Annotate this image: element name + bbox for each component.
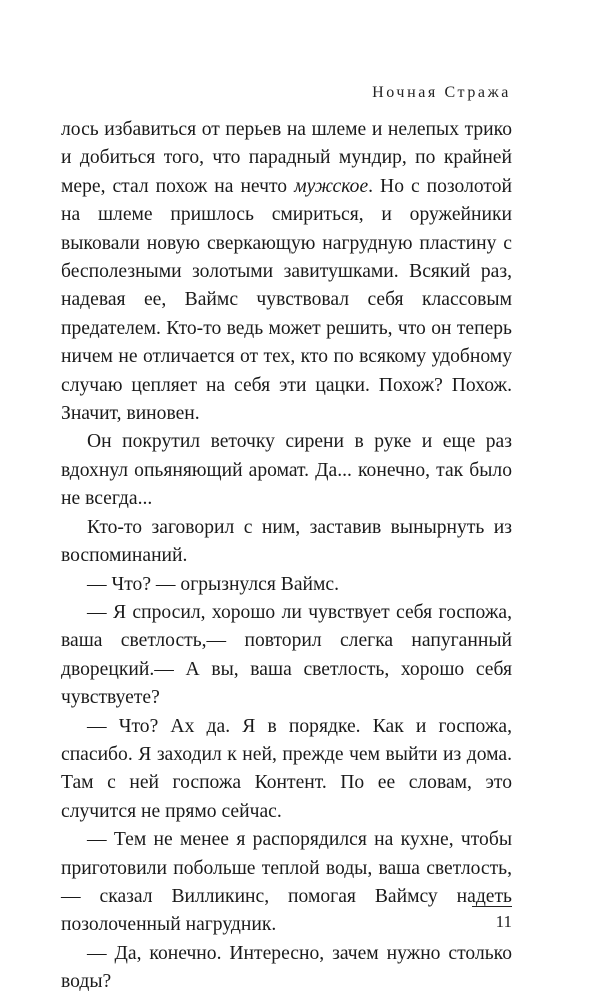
paragraph-text: лось избавиться от перьев на шлеме и нелепых трико и добиться того, что парадный мундир, по крайней мере, стал похож на нечто xyxy=(61,119,512,197)
paragraph: Кто-то заговорил с ним, заставив вынырнуть из воспоминаний. xyxy=(61,516,512,567)
page-number: 11 xyxy=(495,912,512,931)
dialogue-line: — Да, конечно. Интересно, зачем нужно столько воды? xyxy=(61,942,512,993)
dialogue-line: — Что? — огрызнулся Ваймс. xyxy=(87,573,340,595)
paragraph xyxy=(61,116,512,428)
emphasis-text: мужское xyxy=(294,175,369,197)
dialogue-line: — Что? Ах да. Я в порядке. Как и госпожа, спасибо. Я заходил к ней, прежде чем выйти из дома. Там с ней госпожа Контент. По ее словам, это случится не прямо сейчас. xyxy=(61,715,512,822)
paragraph-text: . Но с позолотой на шлеме пришлось смириться, и оружейники выковали новую сверкающую нагрудную пластину с бесполезными золотыми завитушками. Всякий раз, надевая ее, Ваймс чувствовал себя классовым предателем. Кто-то ведь может решить, что он теперь ничем не отличается от тех, кто по всякому удобному случаю цепляет на себя эти цацки. Похож? Похож. Значит, виновен. xyxy=(61,175,513,425)
paragraph: Он покрутил веточку сирени в руке и еще раз вдохнул опьяняющий аромат. Да... конечно, так было не всегда... xyxy=(61,431,512,510)
body-text xyxy=(61,116,512,997)
dialogue-line: — Тем не менее я распорядился на кухне, чтобы приготовили побольше теплой воды, ваша светлость,— сказал Вилликинс, помогая Ваймсу надеть позолоченный нагрудник. xyxy=(61,829,512,936)
running-title: Ночная Стража xyxy=(372,84,511,101)
page-number-rule xyxy=(472,906,512,907)
dialogue-line: — Я спросил, хорошо ли чувствует себя госпожа, ваша светлость,— повторил слегка напуганный дворецкий.— А вы, ваша светлость, хорошо себя чувствуете? xyxy=(61,601,512,709)
